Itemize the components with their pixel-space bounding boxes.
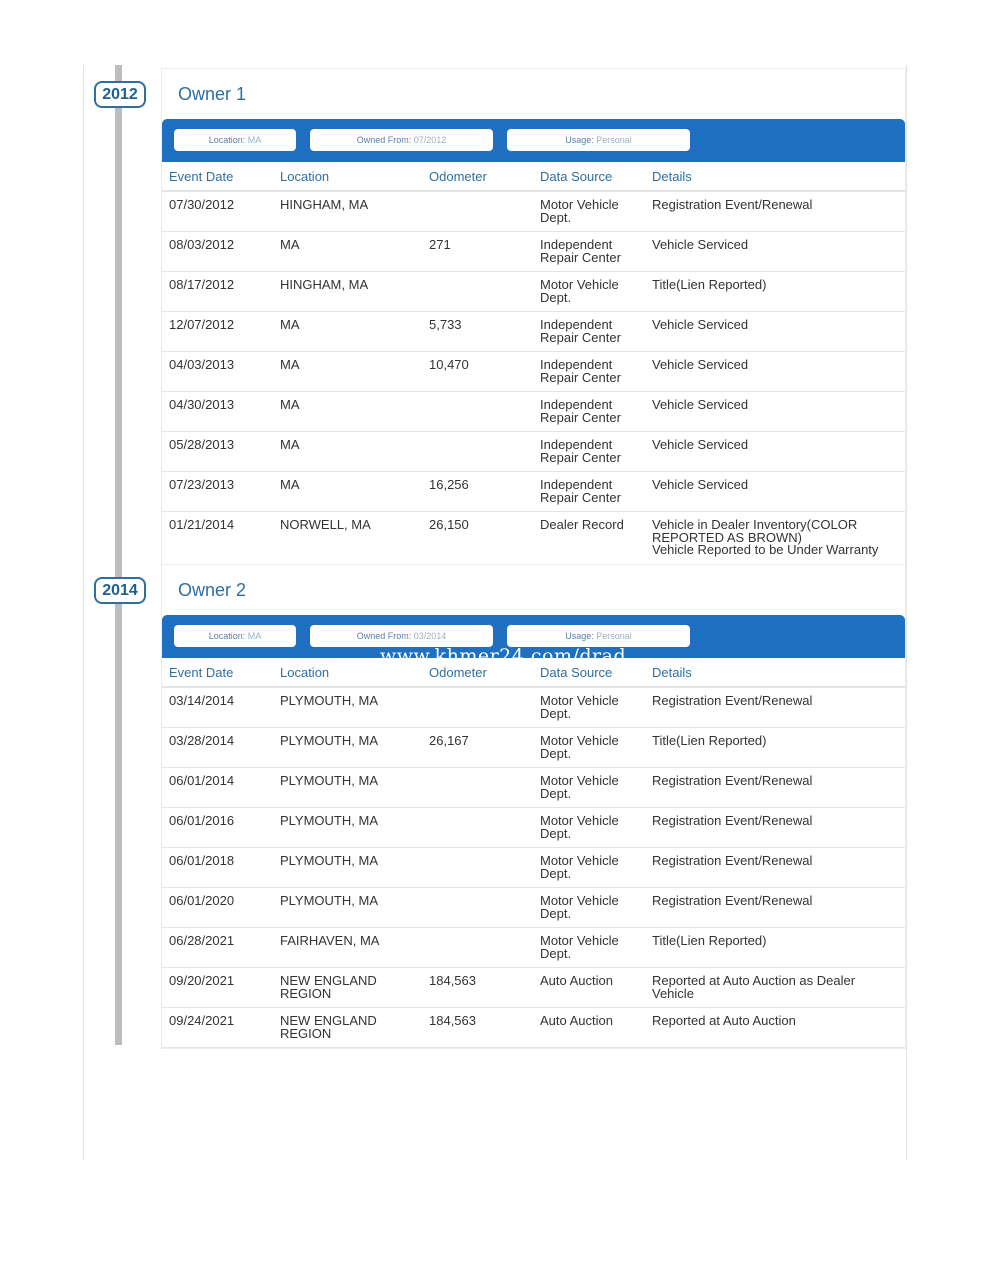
event-odometer: 26,167 bbox=[422, 728, 533, 768]
table-row bbox=[162, 352, 905, 392]
event-location: PLYMOUTH, MA bbox=[273, 848, 422, 888]
event-source: Motor Vehicle Dept. bbox=[533, 928, 645, 968]
table-row bbox=[162, 472, 905, 512]
owner-info-bar bbox=[162, 119, 905, 162]
event-odometer bbox=[422, 848, 533, 888]
event-date: 06/01/2014 bbox=[162, 768, 273, 808]
location-pill bbox=[174, 625, 296, 647]
event-source: Motor Vehicle Dept. bbox=[533, 808, 645, 848]
owned-from-label: Owned From: bbox=[356, 631, 412, 641]
table-row bbox=[162, 432, 905, 472]
owned-from-pill bbox=[310, 625, 493, 647]
event-location: PLYMOUTH, MA bbox=[273, 808, 422, 848]
event-location: NEW ENGLAND REGION bbox=[273, 968, 422, 1008]
table-row bbox=[162, 191, 905, 232]
col-details: Details bbox=[645, 658, 905, 687]
event-source: Independent Repair Center bbox=[533, 472, 645, 512]
col-location: Location bbox=[273, 658, 422, 687]
owner-title: Owner 2 bbox=[178, 580, 247, 600]
event-date: 06/01/2020 bbox=[162, 888, 273, 928]
event-source: Motor Vehicle Dept. bbox=[533, 272, 645, 312]
table-header-row bbox=[162, 162, 905, 191]
event-odometer bbox=[422, 432, 533, 472]
table-row bbox=[162, 888, 905, 928]
col-event-date: Event Date bbox=[162, 162, 273, 191]
event-location: MA bbox=[273, 472, 422, 512]
event-details: Vehicle Serviced bbox=[645, 392, 905, 432]
event-location: PLYMOUTH, MA bbox=[273, 728, 422, 768]
event-date: 07/30/2012 bbox=[162, 191, 273, 232]
owned-from-label: Owned From: bbox=[356, 135, 412, 145]
event-odometer: 5,733 bbox=[422, 312, 533, 352]
event-source: Auto Auction bbox=[533, 1008, 645, 1048]
location-pill bbox=[174, 129, 296, 151]
event-location: NORWELL, MA bbox=[280, 517, 371, 532]
event-source: Independent Repair Center bbox=[533, 232, 645, 272]
event-odometer: 10,470 bbox=[422, 352, 533, 392]
event-details: Vehicle Serviced bbox=[645, 432, 905, 472]
watermark: www.khmer24.com/drad bbox=[380, 645, 627, 667]
event-location: FAIRHAVEN, MA bbox=[273, 928, 422, 968]
event-date: 04/03/2013 bbox=[162, 352, 273, 392]
event-details: Title(Lien Reported) bbox=[645, 928, 905, 968]
event-odometer: 16,256 bbox=[422, 472, 533, 512]
event-date: 08/17/2012 bbox=[162, 272, 273, 312]
event-details: Reported at Auto Auction as Dealer Vehicle bbox=[645, 968, 905, 1008]
event-details: Reported at Auto Auction bbox=[645, 1008, 905, 1048]
event-odometer bbox=[422, 191, 533, 232]
event-date: 03/14/2014 bbox=[162, 687, 273, 728]
event-date: 04/30/2013 bbox=[162, 392, 273, 432]
table-row bbox=[162, 232, 905, 272]
col-data-source: Data Source bbox=[533, 162, 645, 191]
event-odometer bbox=[422, 888, 533, 928]
event-details: Vehicle Serviced bbox=[645, 352, 905, 392]
event-odometer: 184,563 bbox=[422, 968, 533, 1008]
table-row bbox=[162, 728, 905, 768]
event-details: Registration Event/Renewal bbox=[645, 888, 905, 928]
year-badge: 2014 bbox=[94, 577, 146, 604]
event-date: 06/28/2021 bbox=[162, 928, 273, 968]
event-odometer bbox=[422, 808, 533, 848]
event-details: Vehicle Serviced bbox=[645, 472, 905, 512]
table-row bbox=[162, 512, 905, 565]
event-details: Vehicle Serviced bbox=[645, 232, 905, 272]
event-source: Auto Auction bbox=[533, 968, 645, 1008]
event-details: Registration Event/Renewal bbox=[645, 768, 905, 808]
col-odometer: Odometer bbox=[422, 658, 533, 687]
event-date: 09/24/2021 bbox=[162, 1008, 273, 1048]
event-details: Title(Lien Reported) bbox=[645, 728, 905, 768]
location-label: Location: bbox=[208, 135, 246, 145]
event-date: 12/07/2012 bbox=[162, 312, 273, 352]
event-location: MA bbox=[273, 352, 422, 392]
table-row bbox=[162, 808, 905, 848]
table-row bbox=[162, 687, 905, 728]
event-date: 01/21/2014 bbox=[169, 517, 235, 532]
table-row bbox=[162, 1008, 905, 1048]
usage-label: Usage: bbox=[565, 135, 594, 145]
usage-value: Personal bbox=[596, 135, 632, 145]
events-table bbox=[162, 162, 905, 564]
event-details: Title(Lien Reported) bbox=[645, 272, 905, 312]
owned-from-value: 07/2012 bbox=[413, 135, 447, 145]
event-odometer: 271 bbox=[422, 232, 533, 272]
event-source: Motor Vehicle Dept. bbox=[533, 728, 645, 768]
event-source: Motor Vehicle Dept. bbox=[533, 191, 645, 232]
event-details bbox=[645, 512, 905, 565]
event-date: 06/01/2016 bbox=[162, 808, 273, 848]
location-label: Location: bbox=[208, 631, 246, 641]
owned-from-value: 03/2014 bbox=[413, 631, 447, 641]
year-badge: 2012 bbox=[94, 81, 146, 108]
usage-pill bbox=[507, 625, 690, 647]
event-location: HINGHAM, MA bbox=[273, 272, 422, 312]
event-details: Registration Event/Renewal bbox=[645, 191, 905, 232]
event-location: HINGHAM, MA bbox=[273, 191, 422, 232]
table-row bbox=[162, 312, 905, 352]
timeline-bar bbox=[115, 65, 122, 1045]
event-odometer bbox=[422, 687, 533, 728]
col-data-source: Data Source bbox=[533, 658, 645, 687]
event-location: MA bbox=[273, 232, 422, 272]
event-date: 07/23/2013 bbox=[162, 472, 273, 512]
event-source: Dealer Record bbox=[540, 517, 624, 532]
table-row bbox=[162, 768, 905, 808]
event-date: 05/28/2013 bbox=[162, 432, 273, 472]
location-value: MA bbox=[247, 135, 262, 145]
events-table bbox=[162, 658, 905, 1048]
event-details: Registration Event/Renewal bbox=[645, 808, 905, 848]
event-details: Registration Event/Renewal bbox=[645, 848, 905, 888]
event-location: MA bbox=[273, 432, 422, 472]
event-date: 08/03/2012 bbox=[162, 232, 273, 272]
col-location: Location bbox=[273, 162, 422, 191]
col-details: Details bbox=[645, 162, 905, 191]
event-location: PLYMOUTH, MA bbox=[273, 888, 422, 928]
table-row bbox=[162, 392, 905, 432]
event-source: Motor Vehicle Dept. bbox=[533, 888, 645, 928]
owner-card-1 bbox=[161, 68, 906, 565]
event-source: Motor Vehicle Dept. bbox=[533, 848, 645, 888]
event-odometer bbox=[422, 768, 533, 808]
event-odometer bbox=[422, 928, 533, 968]
owned-from-pill bbox=[310, 129, 493, 151]
event-odometer bbox=[422, 272, 533, 312]
table-row bbox=[162, 968, 905, 1008]
event-date: 09/20/2021 bbox=[162, 968, 273, 1008]
usage-pill bbox=[507, 129, 690, 151]
table-row bbox=[162, 848, 905, 888]
table-row bbox=[162, 928, 905, 968]
event-source: Motor Vehicle Dept. bbox=[533, 687, 645, 728]
event-location: PLYMOUTH, MA bbox=[273, 768, 422, 808]
event-odometer: 184,563 bbox=[422, 1008, 533, 1048]
owner-title: Owner 1 bbox=[178, 84, 247, 104]
event-source: Independent Repair Center bbox=[533, 432, 645, 472]
location-value: MA bbox=[247, 631, 262, 641]
usage-value: Personal bbox=[596, 631, 632, 641]
event-source: Independent Repair Center bbox=[533, 312, 645, 352]
table-row bbox=[162, 272, 905, 312]
event-details-line-2: Vehicle Reported to be Under Warranty bbox=[652, 542, 879, 557]
event-source: Independent Repair Center bbox=[533, 392, 645, 432]
event-location: MA bbox=[273, 392, 422, 432]
event-location: MA bbox=[273, 312, 422, 352]
owner-card-2 bbox=[161, 564, 906, 1049]
event-date: 06/01/2018 bbox=[162, 848, 273, 888]
col-event-date: Event Date bbox=[162, 658, 273, 687]
event-location: PLYMOUTH, MA bbox=[273, 687, 422, 728]
usage-label: Usage: bbox=[565, 631, 594, 641]
event-location: NEW ENGLAND REGION bbox=[273, 1008, 422, 1048]
event-source: Motor Vehicle Dept. bbox=[533, 768, 645, 808]
event-odometer bbox=[422, 392, 533, 432]
col-odometer: Odometer bbox=[422, 162, 533, 191]
event-details-line: Vehicle in Dealer Inventory(COLOR REPORTED AS BROWN) bbox=[652, 517, 858, 545]
event-odometer: 26,150 bbox=[429, 517, 469, 532]
event-details: Registration Event/Renewal bbox=[645, 687, 905, 728]
event-date: 03/28/2014 bbox=[162, 728, 273, 768]
event-source: Independent Repair Center bbox=[533, 352, 645, 392]
event-details: Vehicle Serviced bbox=[645, 312, 905, 352]
